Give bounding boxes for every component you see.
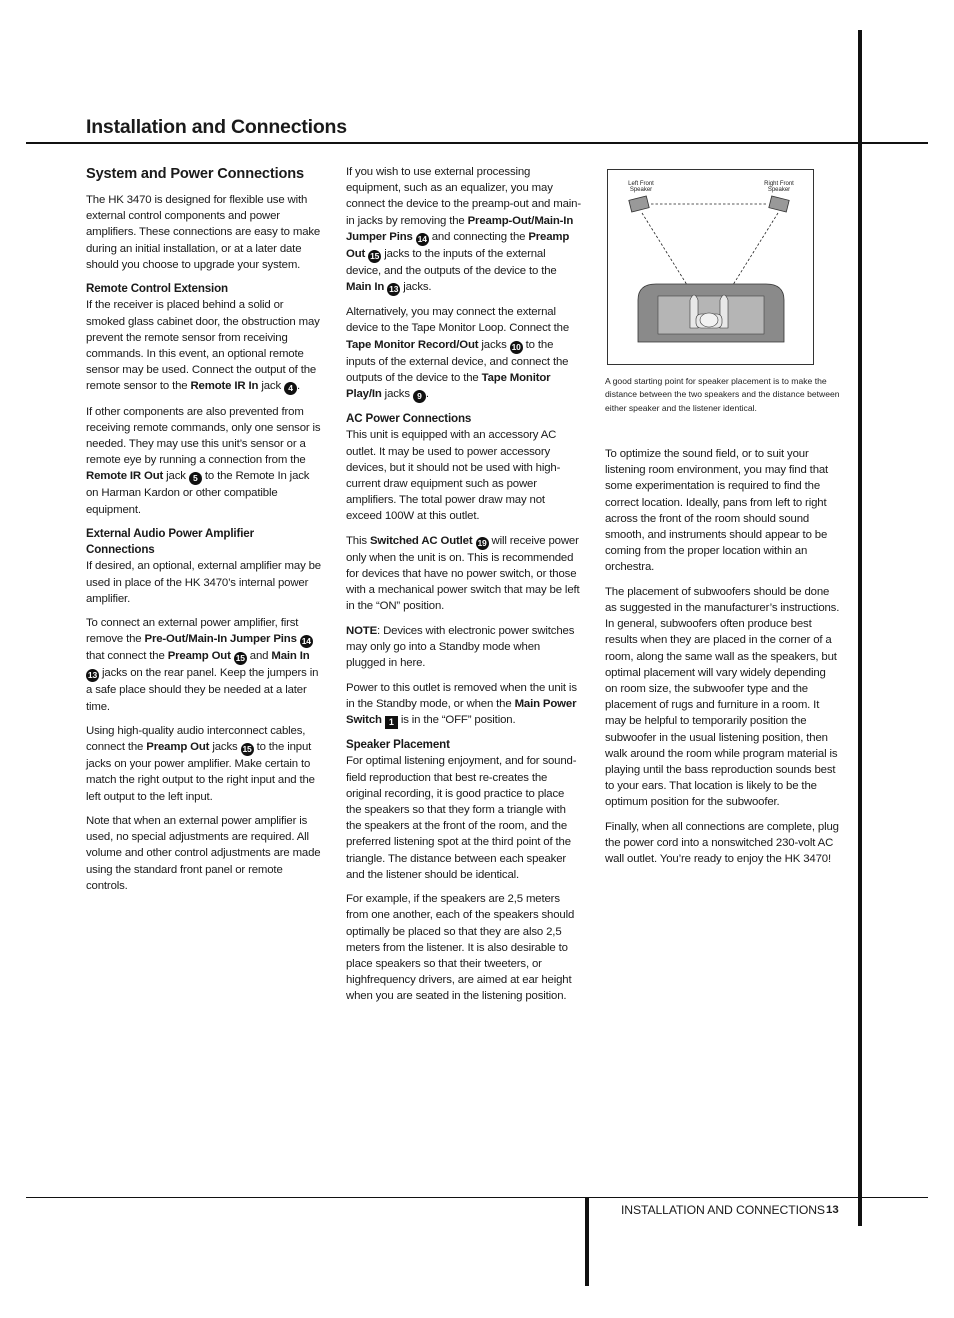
paragraph-amp-3: Using high-quality audio interconnect cables, connect the Preamp Out jacks 15 to the input jacks on your power amplifier. Make certain to match the right output to the right input and the left output to the left input. bbox=[86, 725, 315, 803]
callout-number: 15 bbox=[235, 653, 245, 664]
footer-section-label: INSTALLATION AND CONNECTIONS bbox=[621, 1203, 825, 1217]
footer-vertical-rule bbox=[585, 1198, 589, 1286]
left-speaker-icon bbox=[629, 196, 649, 212]
speaker-placement-diagram bbox=[607, 169, 814, 365]
callout-number-square: 1 bbox=[385, 716, 398, 729]
right-speaker-label-line1: Right Front bbox=[764, 181, 794, 187]
speaker-diagram-svg bbox=[608, 170, 813, 364]
paragraph-speaker-1: For optimal listening enjoyment, and for sound-field reproduction that best re-creates the original recording, it is good practice to place the speakers so that they form a triangle with the speakers at the front of the room, and the preferred listening spot at the third point of the triangle. The distance between each speaker and the listener should be identical. bbox=[346, 755, 577, 881]
paragraph-speaker-2: For example, if the speakers are 2,5 meters from one another, each of the speakers should optimally be placed so that they are also 2,5 meters from the listener. It is also desirable to place speakers so that their tweeters, or highfrequency drivers, are aimed at ear height when you are seated in the listening position. bbox=[346, 893, 575, 1003]
right-vertical-rule bbox=[858, 30, 862, 1226]
page-title: Installation and Connections bbox=[86, 116, 347, 138]
subheading-speaker-placement: Speaker Placement bbox=[346, 738, 450, 752]
callout-number: 19 bbox=[477, 537, 487, 548]
callout-number: 13 bbox=[389, 284, 399, 295]
right-speaker-icon bbox=[769, 196, 789, 212]
paragraph-processing: If you wish to use external processing equipment, such as an equalizer, you may connect the device to the preamp-out and main-in jacks by removing the Preamp-Out/Main-In Jumper Pins 14 and connecting the Preamp Out 15 jacks to the inputs of the external device, and the outputs of the device to the Main In 13 jacks. bbox=[346, 166, 581, 295]
paragraph-amp-1: If desired, an optional, external amplifier may be used in place of the HK 3470’s internal power amplifier. bbox=[86, 560, 321, 605]
right-speaker-label-line2: Speaker bbox=[767, 187, 791, 193]
paragraph-sound-field: To optimize the sound field, or to suit your listening room environment, you may find that some experimentation is required to find the correct location. Ideally, pans from left to right across the front of the room should sound smooth, and instruments should appear to be coming from the proper location within an orchestra. bbox=[605, 448, 829, 574]
listener-head-icon bbox=[700, 313, 718, 327]
callout-number: 4 bbox=[284, 382, 297, 395]
paragraph-finally: Finally, when all connections are complete, plug the power cord into a nonswitched 230-volt AC wall outlet. You’re ready to enjoy the HK 3470! bbox=[605, 820, 839, 866]
footer-rule bbox=[26, 1197, 928, 1198]
callout-number: 14 bbox=[417, 233, 427, 244]
subheading-remote-control: Remote Control Extension bbox=[86, 282, 228, 296]
callout-number: 9 bbox=[413, 390, 426, 403]
left-speaker-label-line1: Left Front bbox=[628, 181, 654, 187]
paragraph-ac-standby: Power to this outlet is removed when the unit is in the Standby mode, or when the Main Power Switch 1 is in the “OFF” position. bbox=[346, 681, 577, 728]
paragraph-tape-monitor: Alternatively, you may connect the external device to the Tape Monitor Loop. Connect the Tape Monitor Record/Out jacks 10 to the inputs of the external device, and connect the outputs of the device to the Tape Monitor Play/In jacks 9 . bbox=[346, 306, 570, 402]
title-rule bbox=[26, 142, 928, 144]
paragraph-intro: The HK 3470 is designed for flexible use with external control components and power amplifiers. These connections are easy to make during an initial installation, or at a later date should you choose to upgrade your system. bbox=[86, 194, 321, 271]
paragraph-ac-1: This unit is equipped with an accessory AC outlet. It may be used to power accessory devices, but it should not be used with high-current draw equipment such as power amplifiers. The total power draw may not exceed 100W at this outlet. bbox=[346, 429, 561, 523]
paragraph-amp-4: Note that when an external power amplifier is used, no special adjustments are required. All volume and other control adjustments are made using the standard front panel or remote controls. bbox=[86, 815, 321, 892]
paragraph-ac-2: This Switched AC Outlet 19 will receive power only when the unit is on. This is recommended for devices that have no power switch, or those with a mechanical power switch that may be left in the “ON” position. bbox=[346, 534, 580, 613]
paragraph-ac-note: NOTE: Devices with electronic power switches may only go into a Standby mode when plugged in here. bbox=[346, 624, 575, 670]
paragraph-amp-2: To connect an external power amplifier, first remove the Pre-Out/Main-In Jumper Pins 14 that connect the Preamp Out 15 and Main In 13 jacks on the rear panel. Keep the jumpers in a safe place should they be needed at a later time. bbox=[86, 617, 319, 713]
figure-caption: A good starting point for speaker placement is to make the distance between the two speakers and the distance between either speaker and the listener identical. bbox=[605, 376, 840, 413]
callout-number: 13 bbox=[87, 670, 98, 681]
left-speaker-label-line2: Speaker bbox=[629, 187, 653, 193]
column-3 bbox=[605, 446, 841, 876]
section-heading-system-power: System and Power Connections bbox=[86, 166, 304, 182]
callout-number: 15 bbox=[242, 744, 252, 755]
callout-number: 15 bbox=[370, 250, 380, 261]
footer-page-number: 13 bbox=[826, 1204, 839, 1216]
column-2 bbox=[346, 164, 582, 1013]
column-1 bbox=[86, 164, 322, 902]
callout-number: 14 bbox=[301, 636, 311, 647]
paragraph-remote-1: If the receiver is placed behind a solid or smoked glass cabinet door, the obstruction may prevent the remote sensor from receiving commands. In this event, an optional remote sensor may be used. Connect the output of the remote sensor to the Remote IR In jack 4 . bbox=[86, 299, 320, 394]
subheading-ac-power: AC Power Connections bbox=[346, 412, 472, 426]
subheading-external-amplifier: External Audio Power Amplifier Connections bbox=[86, 527, 254, 557]
paragraph-subwoofer: The placement of subwoofers should be done as suggested in the manufacturer’s instructions. In general, subwoofers often produce best results when they are placed in the corner of a room, along the same wall as the speakers, but optimal placement will vary widely depending on room size, the subwoofer type and the placement of rugs and furniture in a room. It may be helpful to temporarily position the subwoofer in the usual listening position, then walk around the room while program material is playing until the bass reproduction sounds best to your ears. That location is likely to be the optimum position for the subwoofer. bbox=[605, 585, 840, 809]
callout-number: 10 bbox=[511, 341, 521, 352]
callout-number: 5 bbox=[189, 472, 202, 485]
paragraph-remote-2: If other components are also prevented from receiving remote commands, only one sensor is needed. They may use this unit’s sensor or a remote eye by running a connection from the Remote IR Out jack 5 to the Remote In jack on Harman Kardon or other compatible equipment. bbox=[86, 405, 321, 516]
